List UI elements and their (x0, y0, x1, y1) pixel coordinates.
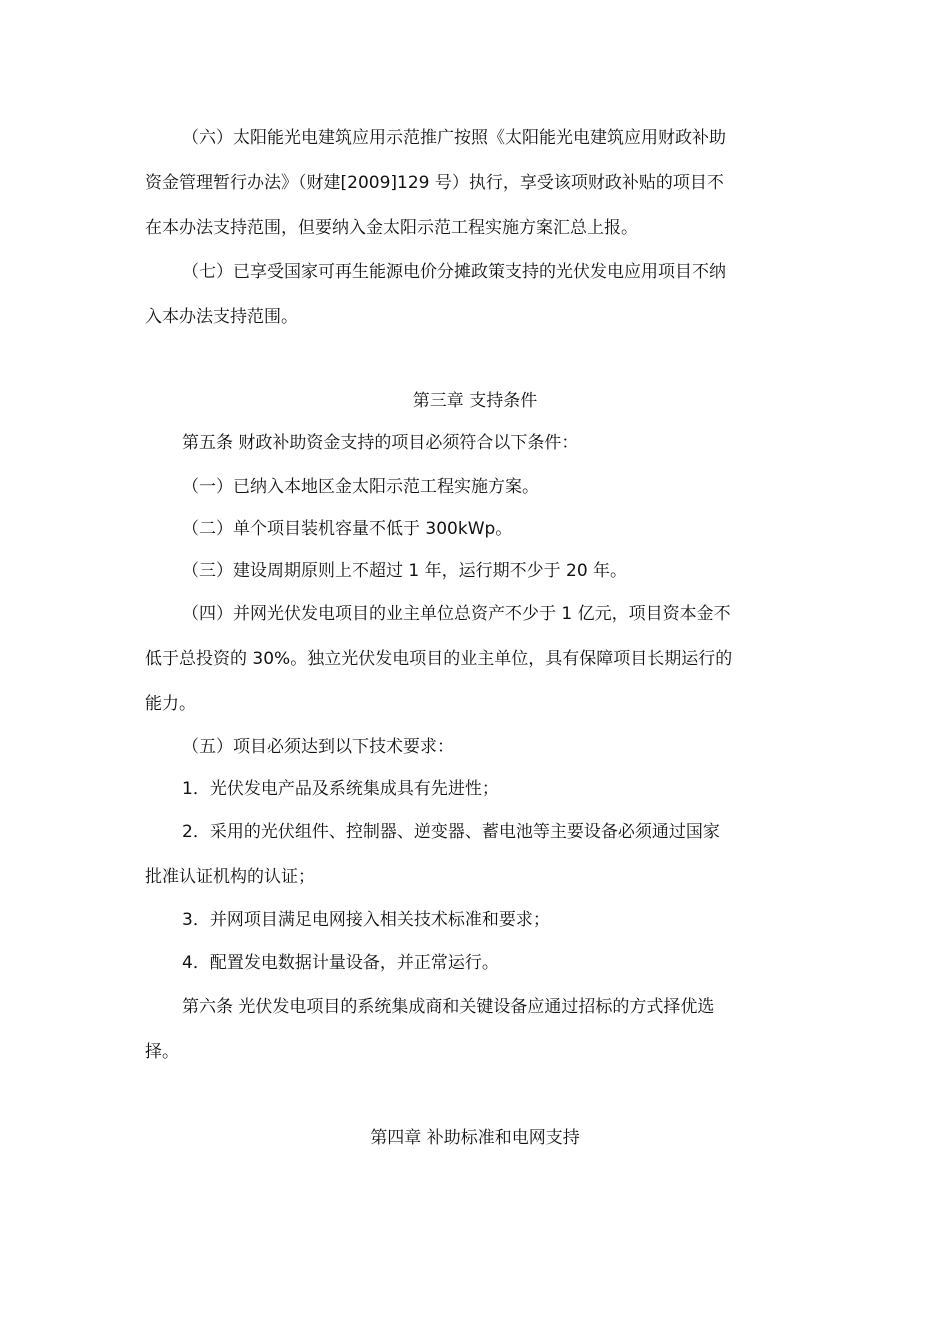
condition-4-line-1: （四）并网光伏发电项目的业主单位总资产不少于 1 亿元，项目资本金不 (182, 604, 731, 624)
paragraph-6-line-1: （六）太阳能光电建筑应用示范推广按照《太阳能光电建筑应用财政补助 (182, 128, 726, 148)
article-6-line-1: 第六条 光伏发电项目的系统集成商和关键设备应通过招标的方式择优选 (182, 997, 715, 1017)
condition-2: （二）单个项目装机容量不低于 300kWp。 (182, 519, 513, 539)
condition-5: （五）项目必须达到以下技术要求： (182, 737, 454, 757)
condition-3: （三）建设周期原则上不超过 1 年，运行期不少于 20 年。 (182, 561, 628, 581)
condition-4-line-3: 能力。 (145, 694, 196, 714)
tech-requirement-2-line-2: 批准认证机构的认证； (145, 867, 315, 887)
condition-1: （一）已纳入本地区金太阳示范工程实施方案。 (182, 477, 539, 497)
tech-requirement-1: 1．光伏发电产品及系统集成具有先进性； (182, 779, 499, 799)
tech-requirement-4: 4．配置发电数据计量设备，并正常运行。 (182, 953, 499, 973)
condition-4-line-2: 低于总投资的 30%。独立光伏发电项目的业主单位，具有保障项目长期运行的 (145, 649, 733, 669)
paragraph-6-line-2: 资金管理暂行办法》（财建[2009]129 号）执行，享受该项财政补贴的项目不 (145, 173, 724, 193)
tech-requirement-2-line-1: 2．采用的光伏组件、控制器、逆变器、蓄电池等主要设备必须通过国家 (182, 822, 720, 842)
tech-requirement-3: 3．并网项目满足电网接入相关技术标准和要求； (182, 910, 550, 930)
paragraph-6-line-3: 在本办法支持范围，但要纳入金太阳示范工程实施方案汇总上报。 (145, 218, 638, 238)
paragraph-7-line-1: （七）已享受国家可再生能源电价分摊政策支持的光伏发电应用项目不纳 (182, 262, 726, 282)
article-5: 第五条 财政补助资金支持的项目必须符合以下条件： (182, 433, 579, 453)
chapter-4-title: 第四章 补助标准和电网支持 (370, 1128, 580, 1148)
article-6-line-2: 择。 (145, 1042, 179, 1062)
paragraph-7-line-2: 入本办法支持范围。 (145, 307, 298, 327)
chapter-3-title: 第三章 支持条件 (412, 391, 538, 411)
